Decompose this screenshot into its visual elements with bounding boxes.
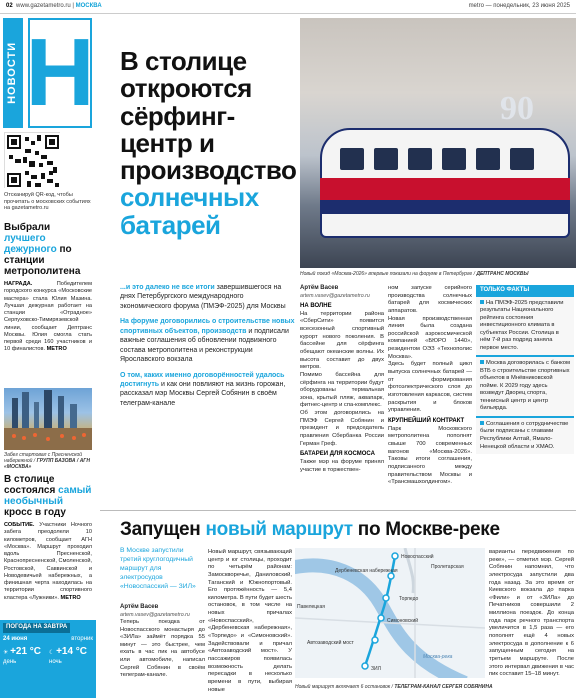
map-stop-3: Торпедо <box>399 596 419 602</box>
side-story-title: Выбрали лучшего дежурного по станции метрополитена <box>4 222 81 277</box>
second-col-1: Артём Васев artem.vasev@gazetametro.ru Теперь поездка от Новоспасского монастыря до «ЗИЛа» займёт порядка 55 минут — это быстрее, чем ехать в час пик на автобусе или автомобиле, написал Сергей Собянин в своём телеграм-канале. <box>120 604 205 679</box>
qr-caption: Отсканируй QR-код, чтобы прочитать о московских событиях на gazetametro.ru <box>4 192 91 212</box>
section-letter: Н <box>25 19 95 126</box>
facts-box <box>476 285 574 454</box>
weather-title: ПОГОДА НА ЗАВТРА <box>3 623 70 633</box>
side-story-race <box>4 474 92 602</box>
map-stop-4: Симоновский <box>387 618 419 624</box>
side-story2-body: СОБЫТИЕ. Участники Ночного забега преодолели 10 километров, сообщает АГН «Москва». Маршрут проходил вдоль Пресненской, Краснопресненской, Смоленской, Ростовской, Саввинской и Новодевичьей набережных, а финишная черта находилась на территории спортивного кластера «Лужники». METRO <box>4 522 92 601</box>
facts-title: ТОЛЬКО ФАКТЫ <box>476 285 574 297</box>
race-photo-caption: Забег стартовал с Пресненской набережной / ГРУПП БАЗОВА / АГН «МОСКВА» <box>4 452 90 470</box>
weather-weekday: вторник <box>71 635 93 642</box>
author-email[interactable]: artem.vasev@gazetametro.ru <box>300 292 370 299</box>
map-metro-2: Павелецкая <box>297 604 325 610</box>
fact-item: На ПМЭФ-2025 представили результаты Национального рейтинга состояния инвестиционного климата в субъектах России. Столица в нём 7-й раз подряд заняла первое место. <box>476 297 574 358</box>
second-lead: В Москве запустили третий круглогодичный маршрут для электросудов «Новоспасский — ЗИЛ» <box>120 547 196 590</box>
weather-widget <box>0 620 96 698</box>
weather-day: ☀ +21 °С день <box>3 646 42 665</box>
main-lead: ...и это далеко не все итоги завершившегося на днях Петербургского международного экономического форума (ПМЭФ-2025) для Москвы На форуме договорились о строительстве новых спортивных объектов, производств и подписали важные соглашения об обновлении подвижного состава метрополитена и реконструкции Ярославского вокзала О том, каких именно договорённостей удалось достигнуть и как они повлияют на жизнь горожан, рассказал мэр Москвы Сергей Собянин в своём телеграм-канале <box>120 284 295 407</box>
article-col-2: ном запуске серийного производства солнечных батарей для космических аппаратов. Новая производственная линия была создана российской аэрокосмической компанией «БЮРО 1440», резидентом ОЭЗ «Технополис Москва». Здесь будет полный цикл выпуска солнечных батарей — от формирования фотоэлектрического слоя до изготовления каркасов, систем раскрытия и блоков управления. КРУПНЕЙШИЙ КОНТРАКТ Парк Московского метрополитена пополнят свыше 700 современных вагонов «Москва-2026». Таковы итоги соглашения, подписанного между правительством Москвы и «Трансмашхолдингом». <box>388 285 472 486</box>
qr-code-icon[interactable] <box>4 132 60 188</box>
subheading: НА ВОЛНЕ <box>300 302 332 309</box>
map-stop-1: Новоспасский <box>401 554 434 560</box>
map-metro-1: Пролетарская <box>431 564 464 570</box>
photo-caption: Новый поезд «Москва-2026» впервые показали на форуме в Петербурге / ДЕПТРАНС МОСКВЫ <box>300 271 529 277</box>
second-headline: Запущен новый маршрут по Москве-реке <box>120 519 500 540</box>
divider <box>100 510 576 511</box>
map-river: Москва-река <box>423 654 453 660</box>
subheading: КРУПНЕЙШИЙ КОНТРАКТ <box>388 417 465 424</box>
subheading: БАТАРЕИ ДЛЯ КОСМОСА <box>300 451 375 458</box>
fact-item: Соглашения о сотрудничестве были подписаны с главами Республики Алтай, Ямало-Ненецкой области и ХМАО. <box>480 420 569 450</box>
sun-icon: ☀ <box>3 650 9 656</box>
race-photo <box>4 388 92 450</box>
article-col-1: Артём Васев artem.vasev@gazetametro.ru НА ВОЛНЕ На территории района «СберСити» появится всесезонный спортивный курорт нового поколения. В бассейне для сёрфинга обещают океанские волны. Их высота составит до двух метров. Помимо бассейна для сёрфинга на территории будут оборудованы термальная зона, крытый пляж, аквапарк, фитнес-центр и спа-комплекс. Об этом договорились на ПМЭФ Сергей Собянин и президент и председатель правления Сбербанка России Герман Греф. БАТАРЕИ ДЛЯ КОСМОСА Также мэр на форуме принял участие в торжествен- <box>300 285 384 473</box>
section-tab: НОВОСТИ <box>3 18 23 128</box>
photo-number: 90 <box>500 90 534 127</box>
map-stop-2: Дербеневская набережная <box>335 568 398 574</box>
second-col-3: варианты передвижения по реке», — отметил мэр. Сергей Собянин напомнил, что электросуда запустили два года назад. За это время от Киевского вокзала до парка «Фили» и от «ЗИЛа» до Печатников совершили 2 миллиона поездок. До конца года парк речного транспорта увеличится в 1,5 раза — его пополнят ещё 4 новых электросуда в дополнение к 6 запущенным сегодня на третьем маршруте. После этого интервал движения в час пик составит 15–18 минут. <box>489 549 574 678</box>
page-header <box>0 0 576 14</box>
page-number: 02 <box>6 2 13 9</box>
side-story-metro <box>4 222 92 354</box>
edition-date: metro — понедельник, 23 июня 2025 <box>468 2 570 9</box>
map-caption: Новый маршрут включает 6 остановок / ТЕЛЕГРАМ-КАНАЛ СЕРГЕЯ СОБЯНИНА <box>295 684 493 690</box>
train-photo <box>300 18 576 268</box>
fact-item: Москва договорилась с банком ВТБ о строительстве спортивных объектов в Мнёвниковской пойме. К 2029 году здесь возведут Дворец спорта, теннисный центр и центр бильярда. <box>476 357 574 418</box>
weather-date: 24 июня <box>3 635 28 642</box>
site-url[interactable]: www.gazetametro.ru | МОСКВА <box>16 2 102 9</box>
author-email[interactable]: artem.vasev@gazetametro.ru <box>120 611 190 618</box>
route-map <box>295 548 485 678</box>
second-col-2: Новый маршрут, связывающий центр и юг столицы, проходит по четырём районам: Замоскворечье, Даниловский, Таганский и Южнопортовый. Его протяжённость — 5,4 километра. В пути будет шесть остановок, в том числе на новых причалах «Новоспасский», «Дербеневская набережная», «Торпедо» и «Симоновский». Задействовали и причал «Автозаводский мост». У пассажиров появилась возможность делать пересадки в несколько времени в пути, выбирая новые <box>208 549 292 693</box>
map-stop-6: ЗИЛ <box>371 666 381 672</box>
moon-icon: ☾ <box>49 650 55 656</box>
train-windows <box>340 148 560 172</box>
author-name: Артём Васев <box>300 285 339 291</box>
side-story-body: НАГРАДА. Победителем городского конкурса «Московские мастера» стала Юлия Мазина. Лучшая дежурная работает на станции «Отрадное» Серпуховско-Тимирязевской линии, сообщает Дептранс Москвы. Юлия смогла стать первой среди 160 участников и 10 финалистов. METRO <box>4 281 92 353</box>
main-headline: В столице откроются сёрфинг-центр и производство солнечных батарей <box>120 46 297 240</box>
side-story2-title: В столице состоялся самый необычный кросс в году <box>4 474 92 518</box>
map-stop-5: Автозаводский мост <box>307 640 354 646</box>
author-name: Артём Васев <box>120 604 159 610</box>
weather-night: ☾ +14 °С ночь <box>49 646 88 665</box>
